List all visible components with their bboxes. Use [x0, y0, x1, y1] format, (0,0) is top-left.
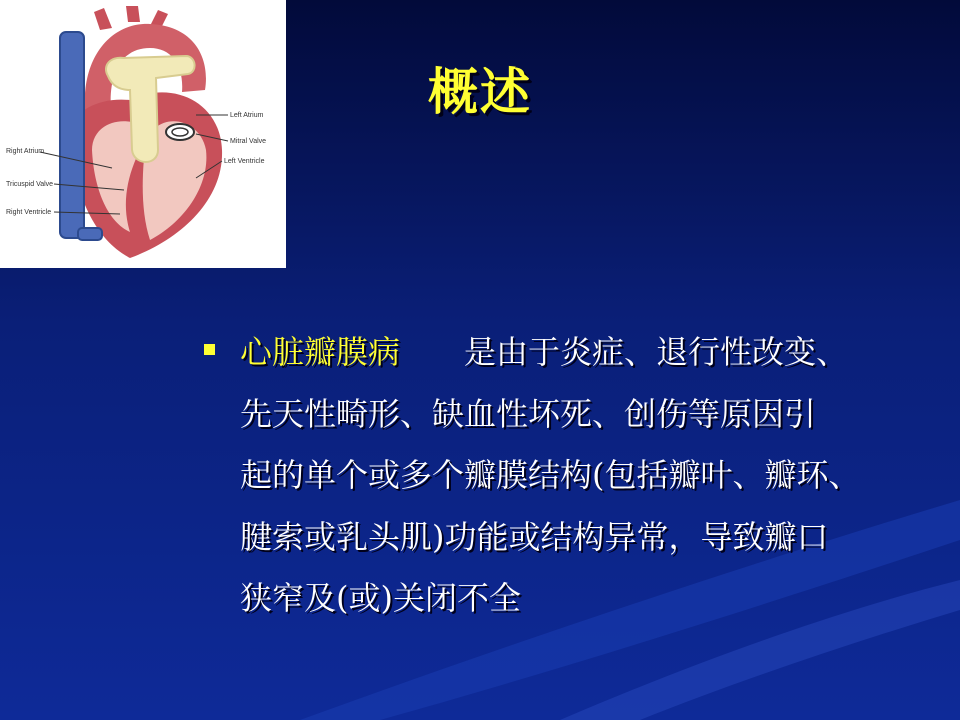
- label-tricuspid-valve: Tricuspid Valve: [6, 181, 54, 188]
- heart-diagram: [0, 0, 286, 268]
- label-right-ventricle: Right Ventricle: [6, 209, 52, 216]
- bullet-line-2: 先天性畸形、缺血性坏死、创伤等原因引: [240, 394, 817, 433]
- bullet-text: [240, 322, 950, 630]
- label-right-atrium: Right Atrium: [6, 148, 45, 155]
- bullet-square-icon: [204, 344, 215, 355]
- label-left-atrium: Left Atrium: [230, 112, 264, 119]
- bullet-line-4: 腱索或乳头肌)功能或结构异常，导致瓣口: [240, 517, 829, 556]
- label-left-ventricle: Left Ventricle: [224, 158, 265, 165]
- bullet-line-1: [240, 322, 950, 384]
- bullet-line-3: 起的单个或多个瓣膜结构(包括瓣叶、瓣环、: [240, 456, 861, 494]
- slide-title: 概述: [428, 62, 532, 121]
- heart-illustration: [0, 0, 286, 268]
- label-mitral-valve: Mitral Valve: [230, 138, 267, 145]
- bullet-line-text-1: 是由于炎症、退行性改变、: [464, 333, 849, 371]
- bullet-term: 心脏瓣膜病: [240, 333, 401, 371]
- bullet-line-5: 狭窄及(或)关闭不全: [240, 579, 521, 617]
